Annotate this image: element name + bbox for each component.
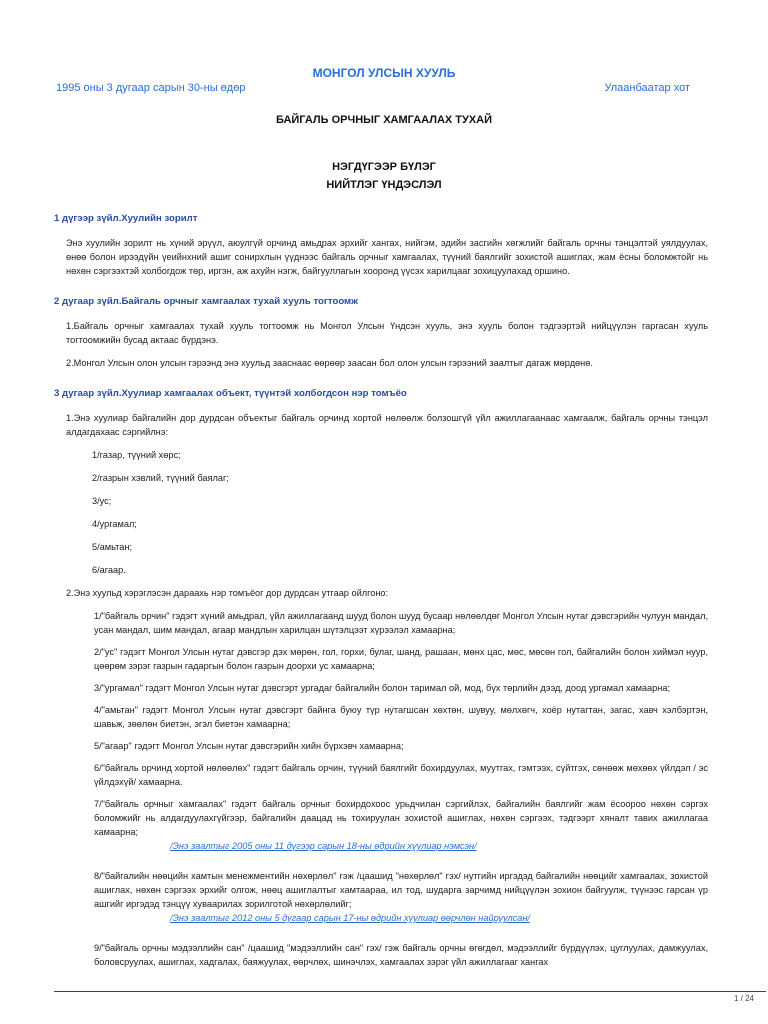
definition-item: 9/"байгаль орчны мэдээллийн сан" /цаашид "мэдээллийн сан" гэх/ гэж байгаль орчны өгөгдөл, мэдээллийг бүрдүүлэх, цуглуулах, дамжуулах, боловсруулах, ашиглах, хадгалах, баяжуулах, өөрчлөх, шинэчлэх, хамгаалах зэрэг үйл ажиллагааг хангах [94, 943, 708, 967]
law-city: Улаанбаатар хот [604, 82, 690, 94]
law-body [54, 212, 708, 977]
document-title: БАЙГАЛЬ ОРЧНЫГ ХАМГААЛАХ ТУХАЙ [275, 114, 493, 126]
definition-item: 1/"байгаль орчин" гэдэгт хүний амьдрал, үйл ажиллагаанд шууд болон шууд бусаар нөлөөлдөг Монгол Улсын нутаг дэвсгэрийн чулуун мандал, усан мандал, шим мандал, агаар мандлын харилцан шүтэлцээт хүрээлэл хамаарна; [94, 611, 708, 635]
definition-text: 8/"байгалийн нөөцийн хамтын менежментийн нөхөрлөл" гэж /цаашид "нөхөрлөл" гэх/ нутгийн иргэдэд байгалийн нөөцийг хамгаалах, зохистой ашиглах, нөхөн сэргээх эрхийг олгож, нөөц ашиглалтыг хамтаараа, ил тод, шударга зарчимд нийцүүлэн зохион байгуулж, түүнээс гарсан үр ашгийг иргэдэд тэнцүү хуваарилах зорилготой нөхөрлөлийг; [94, 871, 708, 909]
chapter-heading [0, 158, 768, 194]
article-2-paragraph: 2.Монгол Улсын олон улсын гэрээнд энэ хуульд зааснаас өөрөөр заасан бол олон улсын гэрээний заалтыг дагаж мөрдөнө. [66, 358, 593, 368]
definition-item [94, 797, 708, 853]
amendment-note-link[interactable]: /Энэ заалтыг 2012 оны 5 дугаар сарын 17-ны өдрийн хуулиар өөрчлөн найруулсан/ [170, 913, 530, 923]
definition-item: 2/"ус" гэдэгт Монгол Улсын нутаг дэвсгэр дэх мөрөн, гол, горхи, булаг, шанд, рашаан, мөнх цас, мөс, мөсөн гол, байгалийн болон хиймэл нуур, цөөрөм зэрэг газрын гадаргын болон газрын доорхи ус хамаарна; [94, 647, 708, 671]
footer-divider [54, 991, 766, 992]
definition-item [94, 869, 708, 925]
article-2-heading: 2 дугаар зүйл.Байгаль орчныг хамгаалах тухай хууль тогтоомж [54, 296, 358, 307]
amendment-note-link[interactable]: /Энэ заалтыг 2005 оны 11 дүгээр сарын 18-ны өдрийн хуулиар нэмсэн/ [170, 841, 477, 851]
definition-text: 7/"байгаль орчныг хамгаалах" гэдэгт байгаль орчныг бохирдохоос урьдчилан сэргийлэх, байгалийн баялгийг жам ёсоороо нөхөн сэргэх боломжийг нь алдагдуулахгүйгээр, байгалийн даацад нь тохируулан зохистой ашиглах, нөхөн сэргээх, тэдгээрт хяналт тавих ажиллагаа хамаарна; [94, 799, 708, 837]
page-number: 1 / 24 [733, 994, 754, 1003]
definition-item: 3/"ургамал" гэдэгт Монгол Улсын нутаг дэвсгэрт ургадаг байгалийн болон таримал ой, мод, бүх төрлийн дээд, доод ургамал хамаарна; [94, 683, 670, 693]
definition-item: 4/"амьтан" гэдэгт Монгол Улсын нутаг дэвсгэрт байнга буюу түр нутагшсан хөхтөн, шувуу, мөлхөгч, хоёр нутагтан, загас, хавч хэлбэртэн, шавьж, зөөлөн биетэн, эгэл биетэн хамаарна; [94, 705, 708, 729]
article-1-text: Энэ хуулийн зорилт нь хүний эрүүл, аюулгүй орчинд амьдрах эрхийг хангах, нийгэм, эдийн засгийн хөгжлийг байгаль орчны тэнцэлтэй уялдуулах, өнөө болон ирээдүйн үеийнхний ашиг сонирхлын үүднээс байгаль орчныг хамгаалах, түүний баялгийг зохистой ашиглах, жам ёсны боломжтойг нь нөхөн сэргээхтэй холбогдож төр, иргэн, аж ахуйн нэгж, байгууллагын хооронд үүсэх харилцааг зохицуулахад оршино. [66, 238, 708, 276]
definition-item: 6/"байгаль орчинд хортой нөлөөлөх" гэдэгт байгаль орчин, түүний баялгийг бохирдуулах, муутгах, гэмтээх, сүйтгэх, сөнөөж мөхөөх үйлдэл / эс үйлдэхүй/ хамаарна. [94, 763, 708, 787]
chapter-number: НЭГДҮГЭЭР БҮЛЭГ [332, 161, 436, 173]
article-3-paragraph: 2.Энэ хуульд хэрэглэсэн дараахь нэр томъёог дор дурдсан утгаар ойлгоно: [66, 588, 389, 598]
definition-item: 5/"агаар" гэдэгт Монгол Улсын нутаг дэвсгэрийн хийн бүрхэвч хамаарна; [94, 741, 404, 751]
chapter-name: НИЙТЛЭГ ҮНДЭСЛЭЛ [326, 179, 442, 191]
law-title: МОНГОЛ УЛСЫН ХУУЛЬ [312, 66, 456, 80]
article-3-heading: 3 дугаар зүйл.Хуулиар хамгаалах объект, түүнтэй холбогдсон нэр томъёо [54, 388, 407, 399]
list-item: 4/ургамал; [92, 519, 137, 529]
protected-objects-list [92, 448, 708, 577]
article-2-paragraph: 1.Байгаль орчныг хамгаалах тухай хууль тогтоомж нь Монгол Улсын Үндсэн хууль, энэ хууль болон тэдгээртэй нийцүүлэн гаргасан хууль тогтоомжийн бусад актаас бүрдэнэ. [66, 321, 708, 345]
list-item: 5/амьтан; [92, 542, 132, 552]
list-item: 2/газрын хэвлий, түүний баялаг; [92, 473, 229, 483]
list-item: 1/газар, түүний хөрс; [92, 450, 181, 460]
article-1-heading: 1 дүгээр зүйл.Хуулийн зорилт [54, 213, 198, 224]
article-3-paragraph: 1.Энэ хуулиар байгалийн дор дурдсан объектыг байгаль орчинд хортой нөлөөлж болзошгүй үйл ажиллагаанаас хамгаалж, байгаль орчны тэнцэл алдагдахаас сэргийлнэ: [66, 413, 708, 437]
list-item: 6/агаар. [92, 565, 126, 575]
list-item: 3/ус; [92, 496, 112, 506]
law-date: 1995 оны 3 дугаар сарын 30-ны өдөр [56, 82, 246, 94]
